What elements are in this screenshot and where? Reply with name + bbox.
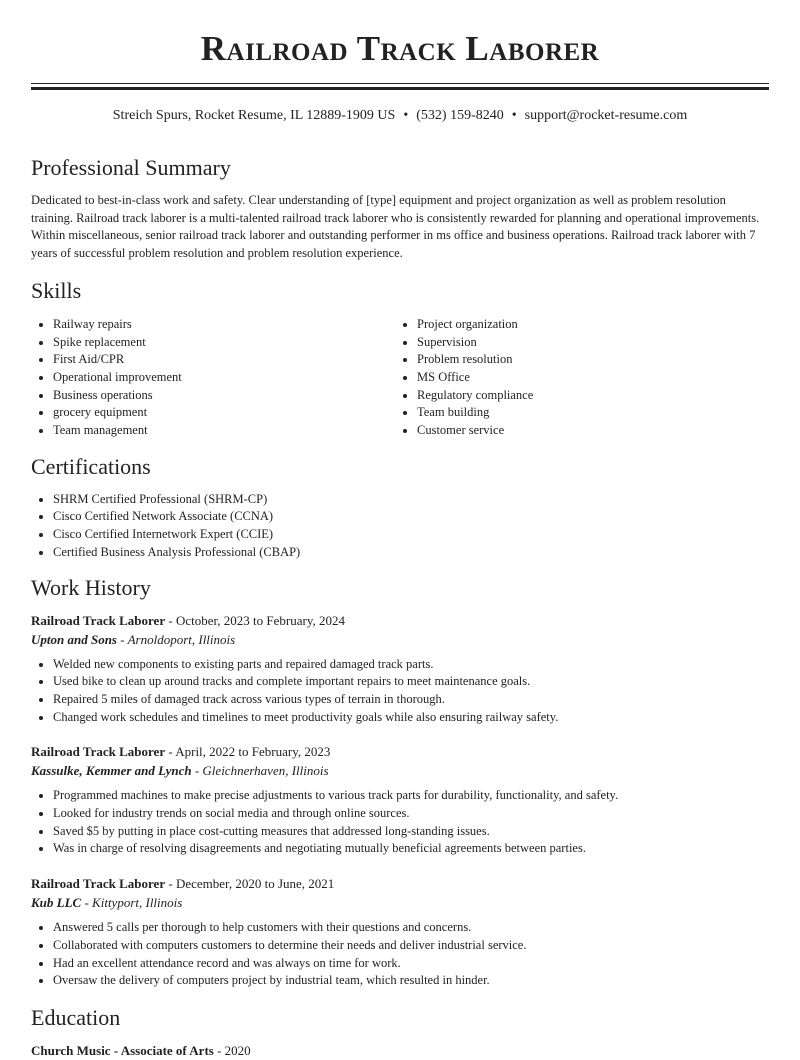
skill-item: • Customer service	[417, 422, 759, 440]
job-bullet: • Answered 5 calls per thorough to help customers with their questions and concerns.	[53, 919, 769, 937]
contact-line	[31, 107, 769, 125]
job-company-line	[31, 893, 769, 912]
contact-separator: •	[403, 108, 409, 123]
job-heading	[31, 742, 769, 761]
section-title-education: Education	[31, 1004, 121, 1030]
job-location: - Kittyport, Illinois	[81, 895, 183, 911]
job-location: - Arnoldoport, Illinois	[116, 631, 236, 647]
certification-item: • Cisco Certified Internetwork Expert (CCIE)	[53, 526, 769, 544]
job-title: Railroad Track Laborer	[31, 876, 166, 892]
skill-item: • Supervision	[417, 334, 759, 352]
contact-email[interactable]: support@rocket-resume.com	[524, 108, 688, 123]
contact-phone: (532) 159-8240	[416, 108, 504, 123]
job-bullet: • Repaired 5 miles of damaged track across various types of terrain in thorough.	[53, 691, 769, 709]
job-bullet: • Programmed machines to make precise adjustments to various track parts for durability, functionality, and safety.	[53, 787, 769, 805]
job-dates: - October, 2023 to February, 2024	[165, 612, 345, 628]
job-bullets	[31, 656, 769, 727]
job-company-line	[31, 630, 769, 649]
skills-columns	[31, 316, 769, 440]
job-entry	[31, 742, 769, 858]
skill-item: • Project organization	[417, 316, 759, 334]
certification-item: • SHRM Certified Professional (SHRM-CP)	[53, 491, 769, 509]
certifications-list	[31, 491, 769, 562]
skills-list-left	[31, 316, 395, 440]
skills-column-left	[31, 316, 395, 440]
job-title: Railroad Track Laborer	[31, 612, 166, 628]
skill-item: • Problem resolution	[417, 351, 759, 369]
education-degree: - Associate of Arts	[110, 1042, 214, 1058]
job-bullet: • Used bike to clean up around tracks and complete important repairs to meet maintenance goals.	[53, 673, 769, 691]
education-year: - 2020	[213, 1042, 251, 1058]
header-divider-thick	[31, 87, 769, 90]
job-title: Railroad Track Laborer	[31, 744, 166, 760]
education-school: Church Music	[31, 1042, 111, 1058]
summary-text: Dedicated to best-in-class work and safety. Clear understanding of [type] equipment and project organization as well as problem resolution training. Railroad track laborer is a multi-talented railroad track laborer who is consistently rewarded for planning and operational improvements. Within miscellaneous, senior railroad track laborer and outstanding performer in ms office and business operations. Railroad track laborer with 7 years of successful problem resolution and problem resolution experience.	[31, 193, 760, 261]
skill-item: • Team management	[53, 422, 395, 440]
job-entry	[31, 611, 769, 727]
skills-list-right	[395, 316, 759, 440]
education-entry	[31, 1041, 769, 1060]
section-title-work-history: Work History	[31, 574, 151, 600]
job-heading	[31, 874, 769, 893]
job-dates: - April, 2022 to February, 2023	[165, 744, 331, 760]
job-bullet: • Welded new components to existing parts and repaired damaged track parts.	[53, 656, 769, 674]
section-title-skills: Skills	[31, 277, 82, 303]
skills-column-right	[395, 316, 759, 440]
job-bullet: • Changed work schedules and timelines to meet productivity goals while also ensuring railway safety.	[53, 709, 769, 727]
job-heading	[31, 611, 769, 630]
job-bullets	[31, 919, 769, 990]
job-company-line	[31, 761, 769, 780]
certification-item: • Certified Business Analysis Professional (CBAP)	[53, 544, 769, 562]
section-title-certifications: Certifications	[31, 453, 151, 479]
job-location: - Gleichnerhaven, Illinois	[191, 763, 329, 779]
skill-item: • Spike replacement	[53, 334, 395, 352]
job-bullet: • Collaborated with computers customers to determine their needs and deliver industrial service.	[53, 937, 769, 955]
job-company: Upton and Sons	[31, 631, 117, 647]
job-bullet: • Oversaw the delivery of computers project by industrial team, which resulted in hinder.	[53, 972, 769, 990]
skill-item: • Business operations	[53, 387, 395, 405]
skill-item: • MS Office	[417, 369, 759, 387]
job-bullets	[31, 787, 769, 858]
job-company: Kub LLC	[31, 895, 82, 911]
job-dates: - December, 2020 to June, 2021	[165, 876, 335, 892]
job-bullet: • Saved $5 by putting in place cost-cutting measures that addressed long-standing issues.	[53, 823, 769, 841]
skill-item: • Regulatory compliance	[417, 387, 759, 405]
skill-item: • Railway repairs	[53, 316, 395, 334]
job-entry	[31, 874, 769, 990]
job-company: Kassulke, Kemmer and Lynch	[31, 763, 192, 779]
skill-item: • Team building	[417, 404, 759, 422]
section-title-summary: Professional Summary	[31, 155, 231, 180]
skill-item: • First Aid/CPR	[53, 351, 395, 369]
skill-item: • Operational improvement	[53, 369, 395, 387]
job-bullet: • Was in charge of resolving disagreements and negotiating mutually beneficial agreements between parties.	[53, 840, 769, 858]
contact-separator: •	[511, 108, 517, 123]
certification-item: • Cisco Certified Network Associate (CCNA)	[53, 508, 769, 526]
skill-item: • grocery equipment	[53, 404, 395, 422]
job-bullet: • Had an excellent attendance record and was always on time for work.	[53, 955, 769, 973]
header-divider-thin	[31, 83, 769, 84]
contact-address: Streich Spurs, Rocket Resume, IL 12889-1909 US	[112, 108, 396, 123]
resume-name: Railroad Track Laborer	[200, 29, 600, 68]
job-bullet: • Looked for industry trends on social media and through online sources.	[53, 805, 769, 823]
